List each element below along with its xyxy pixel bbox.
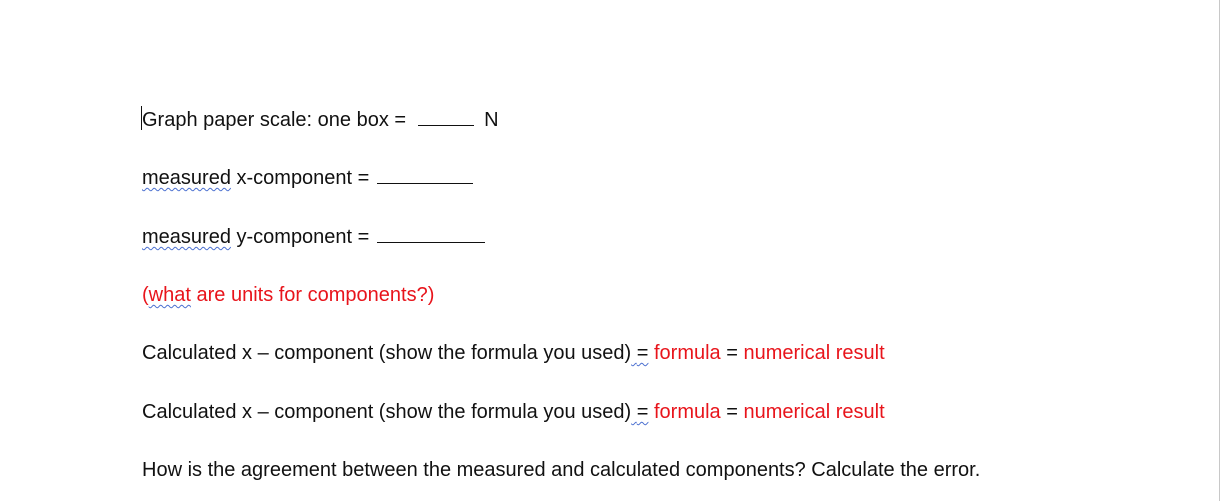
measured-y-word: measured: [142, 226, 231, 248]
measured-y-blank[interactable]: [377, 224, 485, 243]
calc-2-gap: [631, 401, 648, 423]
agreement-question-text: How is the agreement between the measured and calculated components? Calculate the error.: [142, 459, 981, 481]
calc-1-text: Calculated x – component (show the formula you used: [142, 342, 625, 364]
measured-y-label: y-component =: [230, 226, 370, 248]
scale-blank[interactable]: [418, 107, 474, 126]
calc-2-equals: =: [636, 401, 649, 423]
units-question-line: [142, 283, 434, 307]
calc-2-text: Calculated x – component (show the formula you used: [142, 401, 625, 423]
measured-x-label: x-component =: [230, 167, 370, 189]
units-what-word: what: [148, 284, 191, 306]
calc-2-result: numerical result: [743, 401, 885, 423]
calculated-x-line-1: [142, 341, 885, 365]
measured-x-blank[interactable]: [377, 165, 473, 184]
measured-x-word: measured: [142, 167, 231, 189]
calc-1-equals-2: =: [720, 342, 744, 364]
measured-y-line: [142, 224, 485, 249]
calc-1-result: numerical result: [743, 342, 885, 364]
calc-1-gap: [631, 342, 648, 364]
scale-label: Graph paper scale: one box =: [142, 109, 407, 131]
agreement-question-line: [142, 458, 980, 482]
measured-x-line: [142, 165, 473, 190]
scale-unit: N: [484, 109, 499, 131]
calculated-x-line-2: [142, 400, 885, 424]
units-question-text: are units for components?): [190, 284, 435, 306]
calc-1-equals: =: [636, 342, 649, 364]
calc-1-formula: formula: [648, 342, 721, 364]
calc-1-close: ): [624, 342, 632, 364]
calc-2-equals-2: =: [720, 401, 744, 423]
calc-2-close: ): [624, 401, 632, 423]
units-open-paren: (: [142, 284, 149, 306]
page-edge-divider: [1219, 0, 1220, 501]
scale-line: [142, 107, 499, 132]
calc-2-formula: formula: [648, 401, 721, 423]
